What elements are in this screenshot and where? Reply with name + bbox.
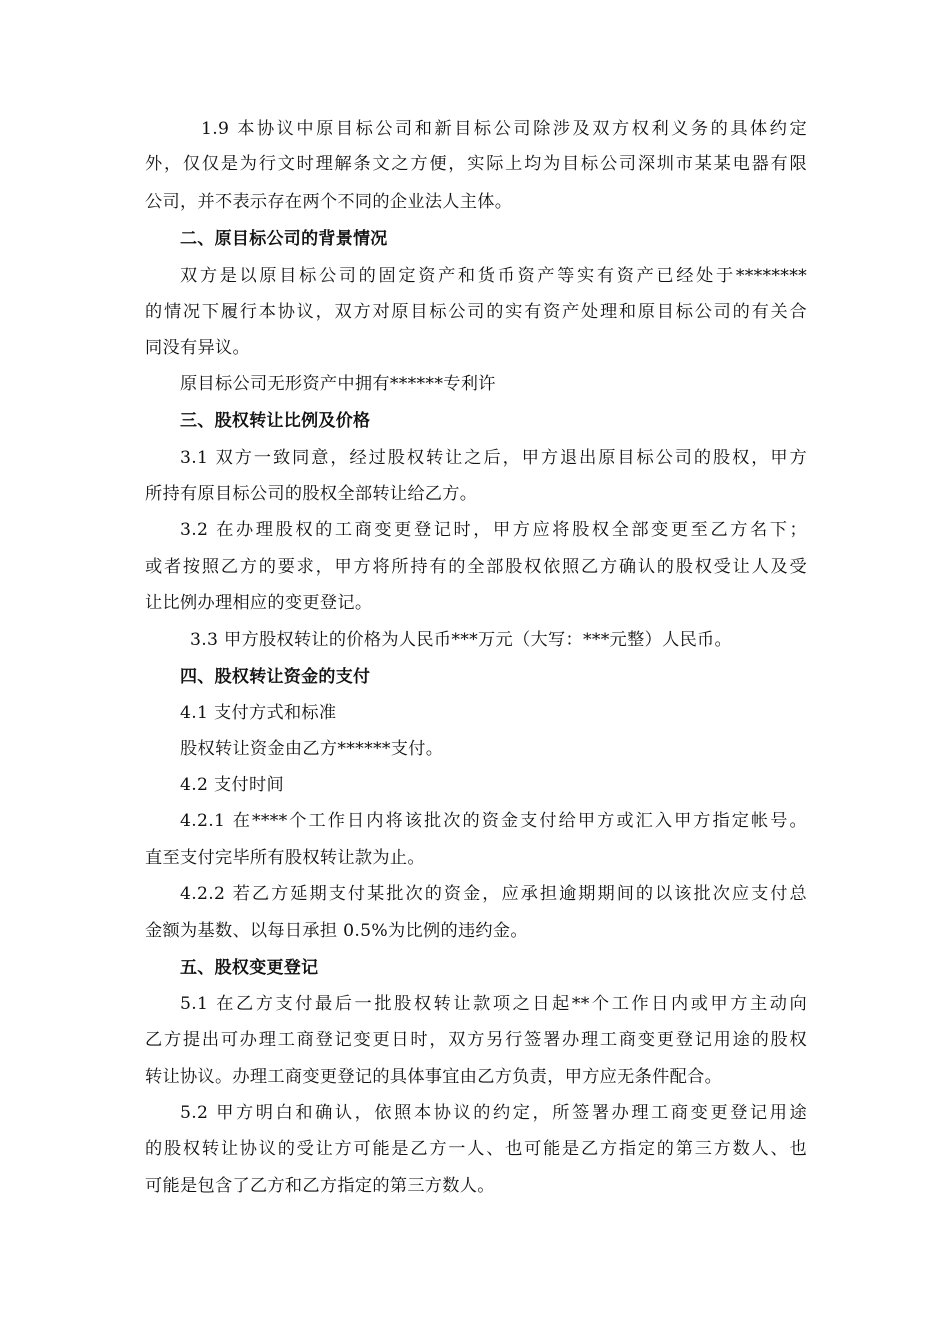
clause-5-2-line-1: 5.2 甲方明白和确认，依照本协议的约定，所签署办理工商变更登记用途 (180, 1103, 807, 1123)
section-2-heading: 二、原目标公司的背景情况 (180, 229, 388, 249)
clause-4-1-title: 4.1 支付方式和标准 (180, 703, 337, 723)
clause-1-9-line-3: 公司，并不表示存在两个不同的企业法人主体。 (145, 192, 513, 212)
clause-4-2-2-line-2: 金额为基数、以每日承担 0.5%为比例的违约金。 (145, 921, 528, 941)
clause-4-2-1-line-1: 4.2.1 在****个工作日内将该批次的资金支付给甲方或汇入甲方指定帐号。 (180, 811, 807, 831)
clause-3-2-line-2: 或者按照乙方的要求，甲方将所持有的全部股权依照乙方确认的股权受让人及受 (145, 557, 807, 577)
section-2-para-2: 原目标公司无形资产中拥有******专利许 (180, 374, 496, 394)
section-4-heading: 四、股权转让资金的支付 (180, 667, 371, 687)
clause-3-3: 3.3 甲方股权转让的价格为人民币***万元（大写：***元整）人民币。 (190, 630, 733, 650)
clause-5-2-line-3: 可能是包含了乙方和乙方指定的第三方数人。 (145, 1176, 495, 1196)
clause-3-2-line-3: 让比例办理相应的变更登记。 (145, 593, 373, 613)
clause-4-2-title: 4.2 支付时间 (180, 775, 284, 795)
clause-3-1-line-1: 3.1 双方一致同意，经过股权转让之后，甲方退出原目标公司的股权，甲方 (180, 448, 807, 468)
section-3-heading: 三、股权转让比例及价格 (180, 411, 371, 431)
clause-3-1-line-2: 所持有原目标公司的股权全部转让给乙方。 (145, 484, 478, 504)
clause-4-2-1-line-2: 直至支付完毕所有股权转让款为止。 (145, 848, 425, 868)
section-2-para-1-line-2: 的情况下履行本协议，双方对原目标公司的实有资产处理和原目标公司的有关合 (145, 302, 807, 322)
clause-4-1-body: 股权转让资金由乙方******支付。 (180, 739, 444, 759)
section-2-para-1-line-3: 同没有异议。 (145, 338, 250, 358)
section-5-heading: 五、股权变更登记 (180, 958, 319, 978)
clause-5-2-line-2: 的股权转让协议的受让方可能是乙方一人、也可能是乙方指定的第三方数人、也 (145, 1139, 807, 1159)
clause-1-9-line-2: 外，仅仅是为行文时理解条文之方便，实际上均为目标公司深圳市某某电器有限 (145, 154, 807, 174)
clause-5-1-line-2: 乙方提出可办理工商登记变更日时，双方另行签署办理工商变更登记用途的股权 (145, 1030, 807, 1050)
clause-3-2-line-1: 3.2 在办理股权的工商变更登记时，甲方应将股权全部变更至乙方名下； (180, 520, 807, 540)
clause-5-1-line-1: 5.1 在乙方支付最后一批股权转让款项之日起**个工作日内或甲方主动向 (180, 994, 807, 1014)
section-2-para-1-line-1: 双方是以原目标公司的固定资产和货币资产等实有资产已经处于******** (180, 266, 807, 286)
clause-4-2-2-line-1: 4.2.2 若乙方延期支付某批次的资金，应承担逾期期间的以该批次应支付总 (180, 884, 807, 904)
clause-1-9-line-1: 1.9 本协议中原目标公司和新目标公司除涉及双方权利义务的具体约定 (201, 119, 807, 139)
clause-5-1-line-3: 转让协议。办理工商变更登记的具体事宜由乙方负责，甲方应无条件配合。 (145, 1067, 723, 1087)
